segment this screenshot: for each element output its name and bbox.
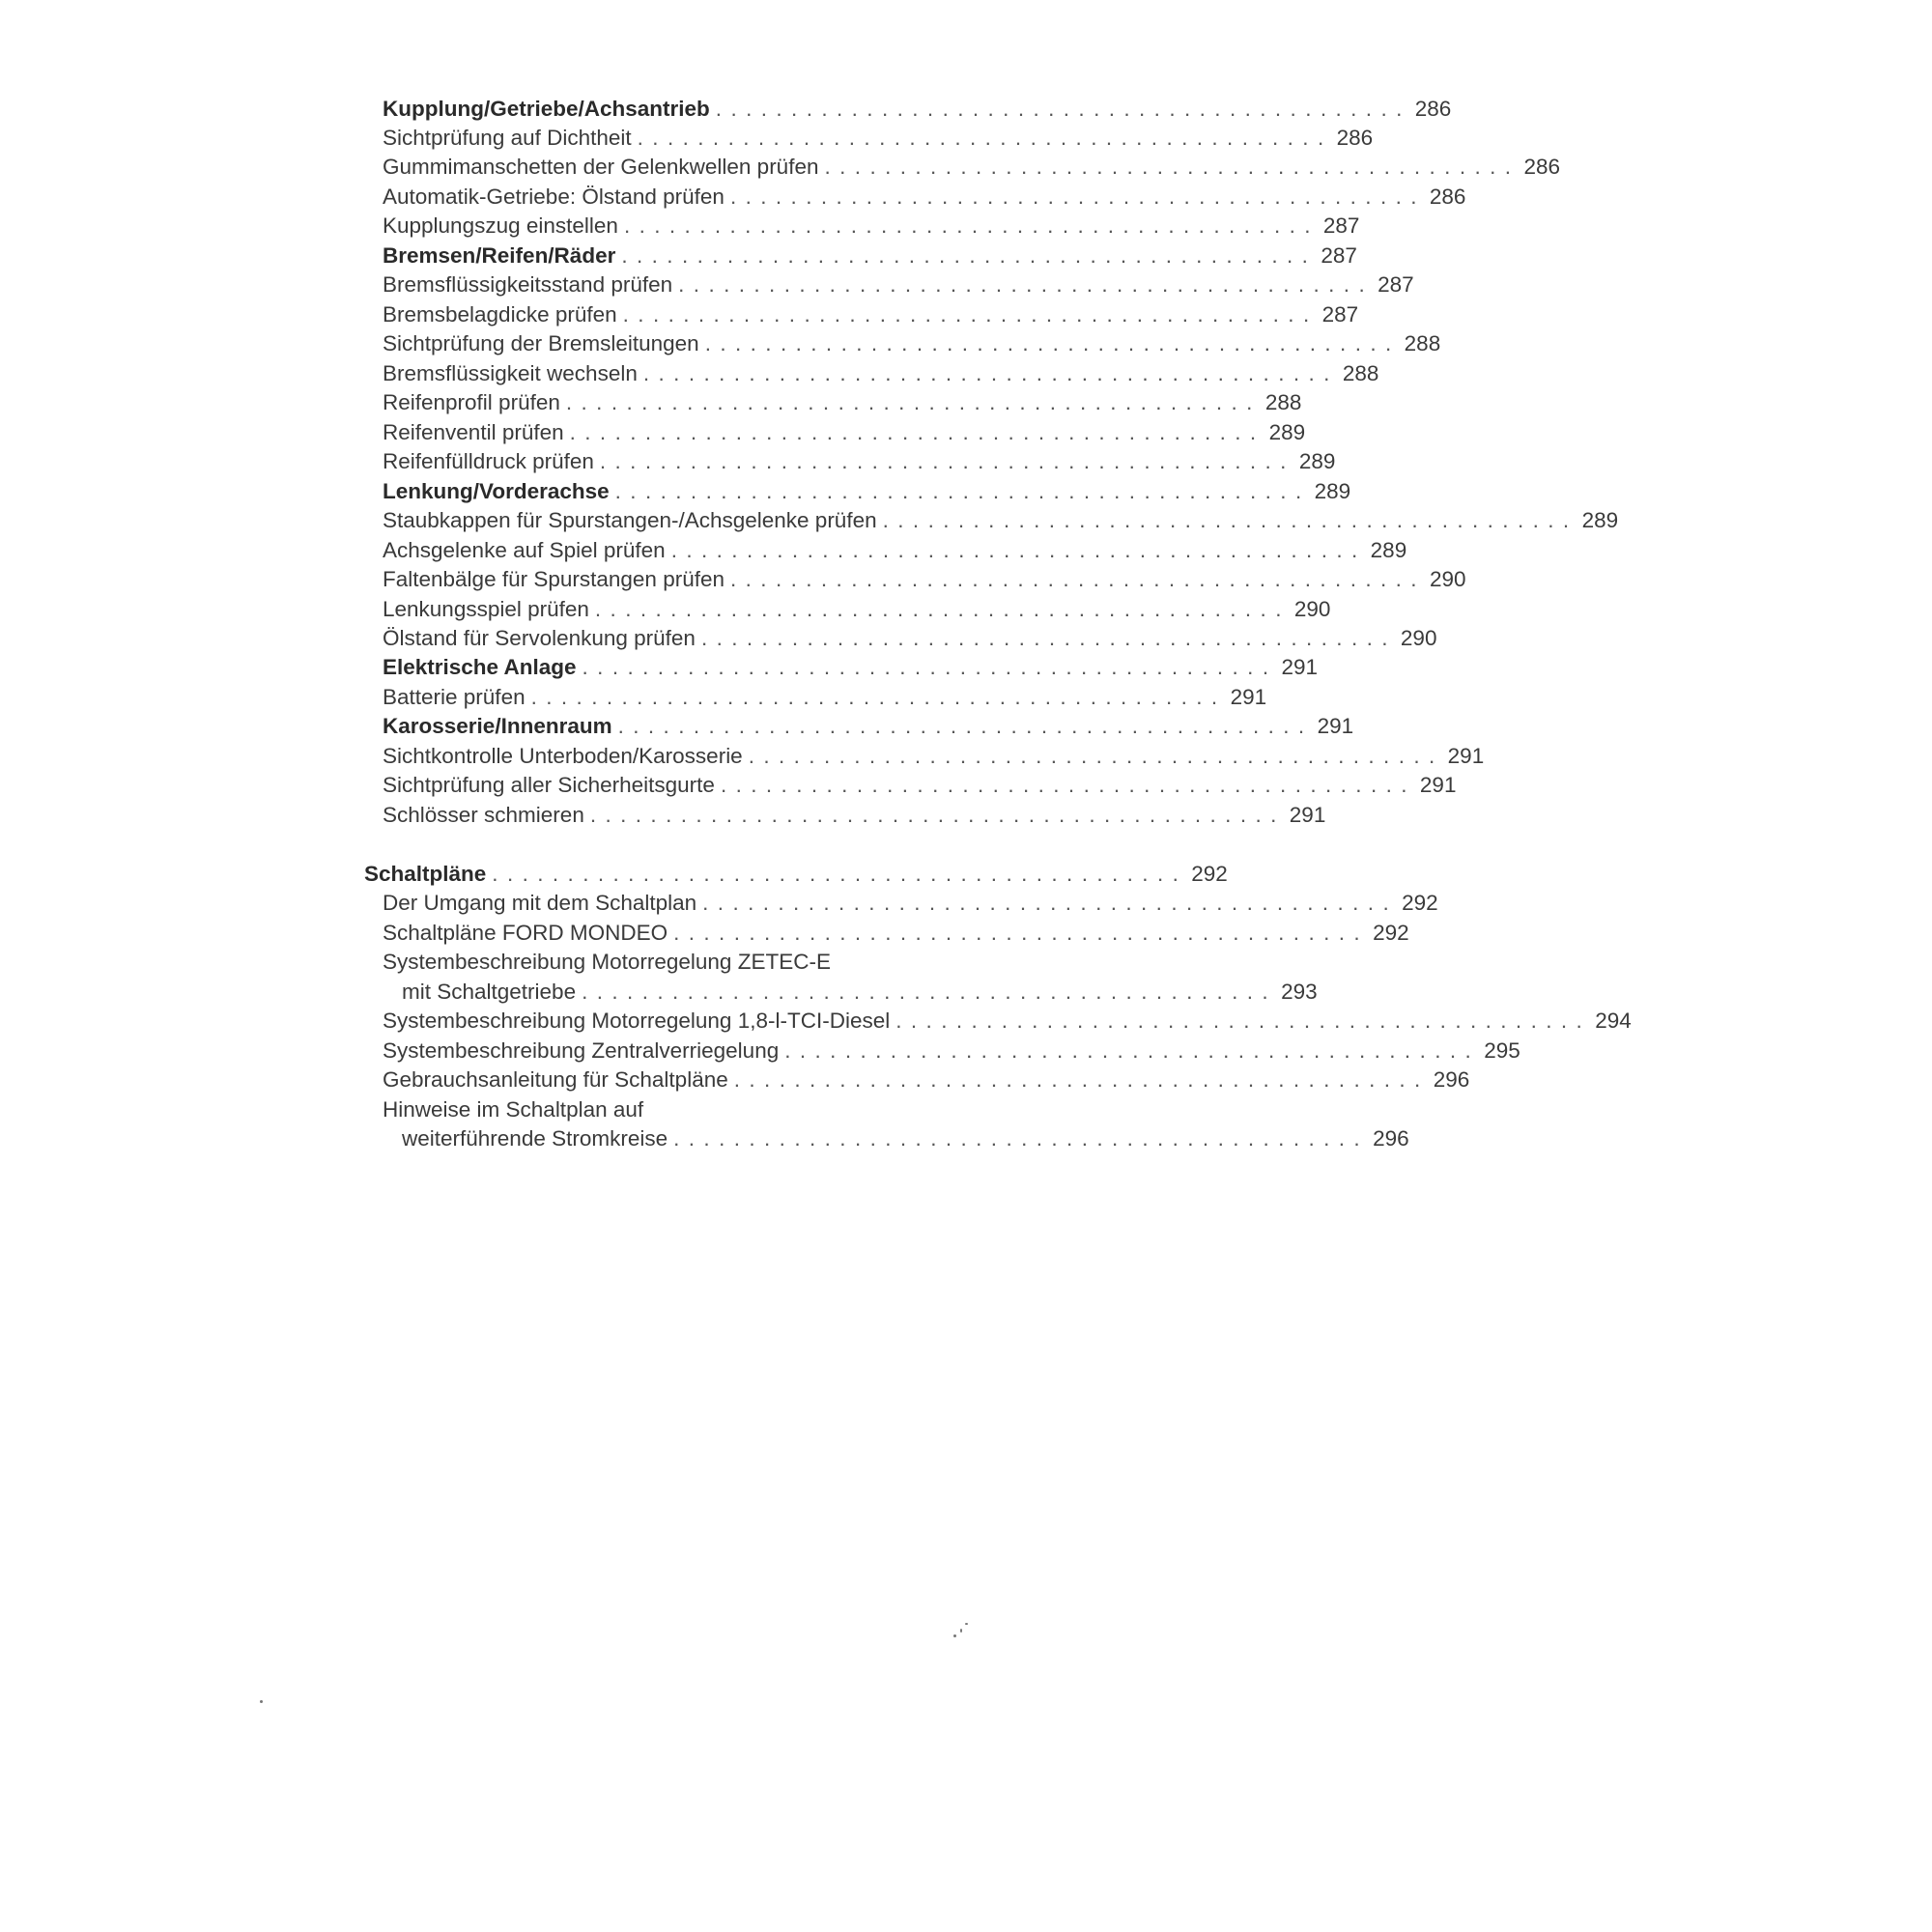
toc-leader-dots: .............................................. <box>733 1067 1430 1092</box>
toc-entry[interactable] <box>383 595 1331 624</box>
scan-speck <box>260 1700 263 1703</box>
toc-title: Sichtkontrolle Unterboden/Karosserie <box>383 744 743 768</box>
toc-title: Ölstand für Servolenkung prüfen <box>383 626 696 650</box>
toc-leader-dots: .............................................. <box>673 921 1370 945</box>
toc-page-number: 292 <box>1402 891 1438 915</box>
toc-page-number: 290 <box>1400 626 1437 650</box>
toc-title: Lenkungsspiel prüfen <box>383 597 589 621</box>
toc-entry-continuation[interactable] <box>402 1124 1409 1153</box>
scan-speck <box>965 1623 968 1625</box>
toc-leader-dots: .............................................. <box>565 390 1262 414</box>
toc-leader-dots: .............................................. <box>637 126 1333 150</box>
toc-section-heading[interactable] <box>383 477 1351 506</box>
toc-entry[interactable] <box>383 624 1437 653</box>
toc-entry[interactable] <box>383 742 1485 771</box>
toc-page-number: 289 <box>1581 508 1619 532</box>
toc-entry[interactable] <box>383 359 1379 388</box>
toc-entry[interactable] <box>383 329 1441 358</box>
toc-title: Automatik-Getriebe: Ölstand prüfen <box>383 185 724 209</box>
toc-section-heading[interactable] <box>383 95 1452 124</box>
toc-page-number: 289 <box>1298 449 1336 473</box>
toc-page-number: 295 <box>1484 1038 1520 1063</box>
toc-page-number: 292 <box>1191 862 1228 886</box>
toc-page-number: 291 <box>1419 773 1457 797</box>
toc-leader-dots: .............................................. <box>730 567 1426 591</box>
toc-entry[interactable] <box>383 1007 1632 1036</box>
toc-leader-dots: .............................................. <box>594 597 1291 621</box>
toc-entry[interactable] <box>383 418 1306 447</box>
toc-leader-dots: .............................................. <box>623 213 1320 238</box>
toc-entry[interactable] <box>383 388 1302 417</box>
toc-page-number: 291 <box>1230 685 1267 709</box>
scan-speck <box>960 1629 962 1633</box>
toc-title: Bremsflüssigkeitsstand prüfen <box>383 272 673 297</box>
toc-entry-first-line[interactable] <box>383 1095 643 1124</box>
toc-leader-dots: .............................................. <box>589 803 1286 827</box>
toc-entry[interactable] <box>383 183 1466 212</box>
toc-title: Systembeschreibung Motorregelung ZETEC-E <box>383 950 831 974</box>
toc-leader-dots: .............................................. <box>569 420 1265 444</box>
toc-leader-dots: .............................................. <box>530 685 1227 709</box>
toc-entry[interactable] <box>383 447 1336 476</box>
toc-section-heading[interactable] <box>383 242 1357 270</box>
toc-page-number: 290 <box>1293 597 1331 621</box>
toc-leader-dots: .............................................. <box>599 449 1295 473</box>
toc-page-number: 291 <box>1317 714 1354 738</box>
toc-title: Bremsflüssigkeit wechseln <box>383 361 638 385</box>
scan-speck <box>953 1634 956 1637</box>
toc-leader-dots: .............................................. <box>702 891 1399 915</box>
toc-leader-dots: .............................................. <box>704 331 1401 355</box>
toc-chapter-heading[interactable] <box>364 860 1228 889</box>
toc-entry[interactable] <box>383 270 1414 299</box>
toc-title: Sichtprüfung auf Dichtheit <box>383 126 632 150</box>
toc-title: Kupplungszug einstellen <box>383 213 618 238</box>
toc-entry[interactable] <box>383 683 1267 712</box>
toc-entry[interactable] <box>383 212 1360 241</box>
toc-leader-dots: .............................................. <box>642 361 1339 385</box>
toc-page-number: 287 <box>1321 302 1359 327</box>
toc-page-number: 292 <box>1373 921 1409 945</box>
toc-title: Gummimanschetten der Gelenkwellen prüfen <box>383 155 819 179</box>
toc-page-number: 286 <box>1429 185 1466 209</box>
toc-page-number: 287 <box>1378 272 1414 297</box>
toc-entry[interactable] <box>383 1037 1520 1065</box>
toc-entry-first-line[interactable] <box>383 948 831 977</box>
toc-page-number: 290 <box>1429 567 1466 591</box>
toc-leader-dots: .............................................. <box>678 272 1375 297</box>
toc-leader-dots: .............................................. <box>492 862 1188 886</box>
toc-leader-dots: .............................................. <box>673 1126 1370 1151</box>
toc-page-number: 286 <box>1523 155 1560 179</box>
toc-leader-dots: .............................................. <box>729 185 1426 209</box>
toc-entry[interactable] <box>383 771 1457 800</box>
toc-page-number: 288 <box>1404 331 1441 355</box>
toc-page-number: 288 <box>1342 361 1379 385</box>
toc-title: Systembeschreibung Zentralverriegelung <box>383 1038 780 1063</box>
toc-entry[interactable] <box>383 124 1374 153</box>
toc-section-heading[interactable] <box>383 653 1319 682</box>
toc-entry-continuation[interactable] <box>402 978 1318 1007</box>
toc-leader-dots: .............................................. <box>622 302 1319 327</box>
toc-entry[interactable] <box>383 919 1409 948</box>
toc-title: Der Umgang mit dem Schaltplan <box>383 891 697 915</box>
toc-leader-dots: .............................................. <box>700 626 1397 650</box>
toc-entry[interactable] <box>383 565 1466 594</box>
toc-page-number: 291 <box>1289 803 1326 827</box>
toc-title: Lenkung/Vorderachse <box>383 479 610 503</box>
toc-title: Gebrauchsanleitung für Schaltpläne <box>383 1067 728 1092</box>
toc-page-number: 286 <box>1414 97 1452 121</box>
toc-title: Sichtprüfung aller Sicherheitsgurte <box>383 773 715 797</box>
toc-title: Batterie prüfen <box>383 685 526 709</box>
toc-page-number: 296 <box>1373 1126 1409 1151</box>
toc-title: Karosserie/Innenraum <box>383 714 612 738</box>
toc-page-number: 288 <box>1264 390 1302 414</box>
toc-title: Faltenbälge für Spurstangen prüfen <box>383 567 724 591</box>
toc-leader-dots: .............................................. <box>582 655 1278 679</box>
toc-title: Achsgelenke auf Spiel prüfen <box>383 538 666 562</box>
toc-page-number: 287 <box>1321 243 1357 268</box>
toc-page-number: 291 <box>1447 744 1485 768</box>
toc-leader-dots: .............................................. <box>614 479 1311 503</box>
toc-leader-dots: .............................................. <box>882 508 1578 532</box>
toc-leader-dots: .............................................. <box>720 773 1416 797</box>
toc-title: Reifenfülldruck prüfen <box>383 449 594 473</box>
toc-page-number: 294 <box>1595 1009 1632 1033</box>
toc-entry[interactable] <box>383 1065 1470 1094</box>
toc-entry[interactable] <box>383 801 1326 830</box>
toc-leader-dots: .............................................. <box>670 538 1367 562</box>
toc-leader-dots: .............................................. <box>748 744 1444 768</box>
toc-title: Schaltpläne FORD MONDEO <box>383 921 668 945</box>
toc-page-number: 289 <box>1370 538 1407 562</box>
toc-entry[interactable] <box>383 506 1619 535</box>
toc-page-number: 293 <box>1281 980 1318 1004</box>
toc-page-number: 289 <box>1268 420 1306 444</box>
toc-section-heading[interactable] <box>383 712 1354 741</box>
toc-entry[interactable] <box>383 889 1438 918</box>
toc-entry[interactable] <box>383 153 1560 182</box>
toc-page-number: 287 <box>1322 213 1360 238</box>
toc-title: Schaltpläne <box>364 862 487 886</box>
toc-title: Elektrische Anlage <box>383 655 577 679</box>
toc-leader-dots: .............................................. <box>784 1038 1481 1063</box>
toc-page-number: 291 <box>1281 655 1319 679</box>
toc-leader-dots: .............................................. <box>715 97 1411 121</box>
toc-title: Bremsbelagdicke prüfen <box>383 302 617 327</box>
toc-title: Sichtprüfung der Bremsleitungen <box>383 331 699 355</box>
toc-leader-dots: .............................................. <box>617 714 1314 738</box>
toc-leader-dots: .............................................. <box>582 980 1278 1004</box>
toc-title: Kupplung/Getriebe/Achsantrieb <box>383 97 710 121</box>
toc-title: Reifenprofil prüfen <box>383 390 560 414</box>
toc-title: Hinweise im Schaltplan auf <box>383 1097 644 1122</box>
toc-leader-dots: .............................................. <box>895 1009 1592 1033</box>
toc-page-number: 286 <box>1336 126 1374 150</box>
toc-page-number: 289 <box>1314 479 1351 503</box>
toc-leader-dots: .............................................. <box>621 243 1318 268</box>
toc-leader-dots: .............................................. <box>824 155 1520 179</box>
toc-title: Bremsen/Reifen/Räder <box>383 243 616 268</box>
toc-title: Reifenventil prüfen <box>383 420 564 444</box>
toc-title: Systembeschreibung Motorregelung 1,8-l-TCI-Diesel <box>383 1009 891 1033</box>
toc-entry[interactable] <box>383 536 1407 565</box>
toc-title: mit Schaltgetriebe <box>402 980 577 1004</box>
toc-title: Schlösser schmieren <box>383 803 584 827</box>
toc-title: weiterführende Stromkreise <box>402 1126 668 1151</box>
toc-title: Staubkappen für Spurstangen-/Achsgelenke prüfen <box>383 508 877 532</box>
toc-page-number: 296 <box>1433 1067 1470 1092</box>
toc-entry[interactable] <box>383 300 1359 329</box>
